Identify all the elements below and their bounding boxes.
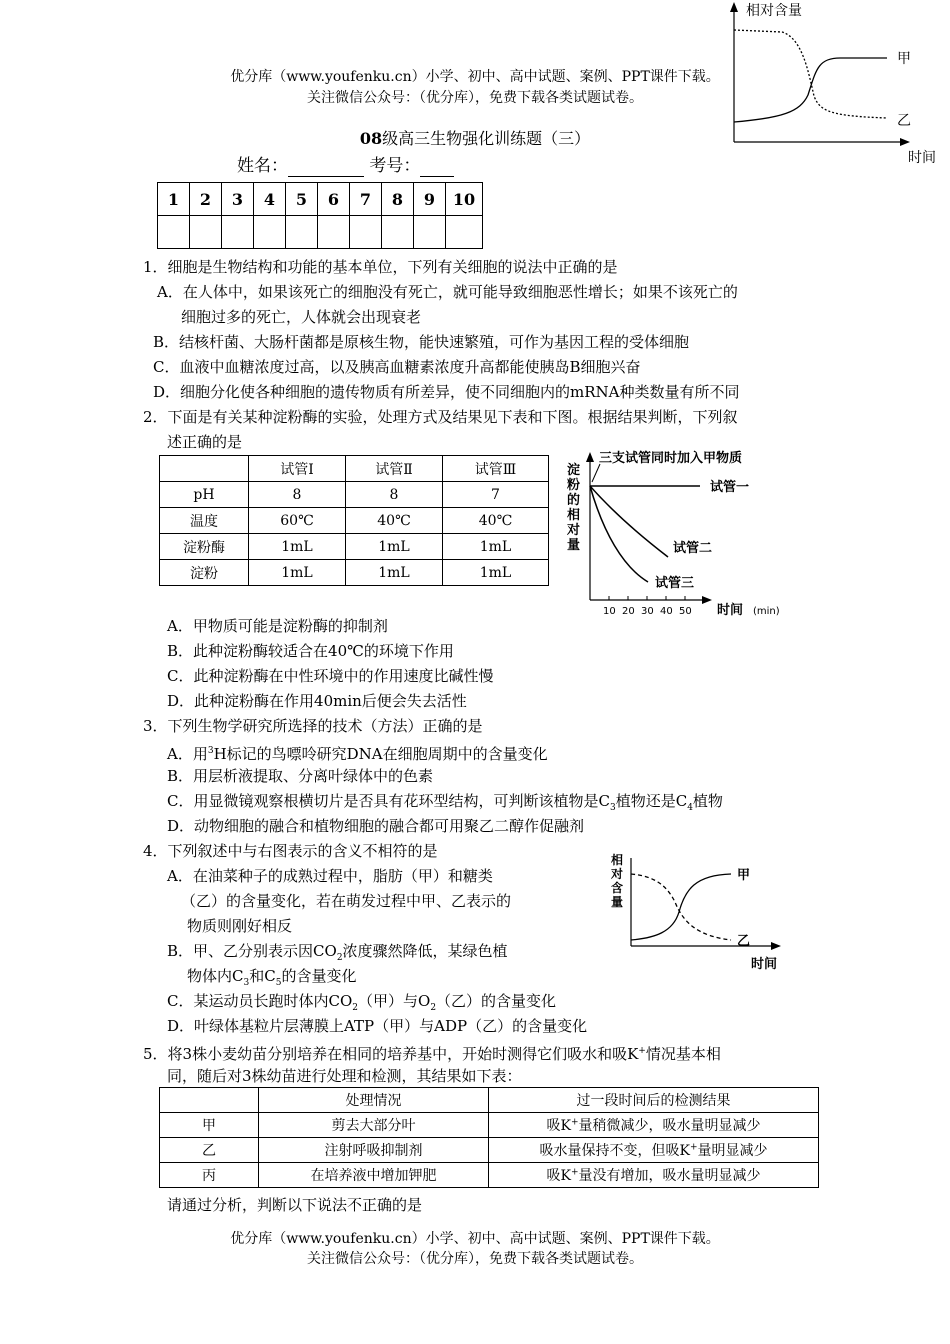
q2-label-tube2: 试管二 xyxy=(673,541,713,556)
q5-res-sup: + xyxy=(570,1117,579,1128)
q4-option-a-cont: 物质则刚好相反 xyxy=(187,917,293,935)
q5-stem-cont: 同，随后对3株幼苗进行处理和检测，其结果如下表： xyxy=(167,1067,522,1085)
q2-table-row xyxy=(160,534,549,560)
q2-header-cell: 试管Ⅲ xyxy=(443,456,549,482)
top-chart-y-arrow xyxy=(730,2,738,12)
q3-c-sub: 4 xyxy=(687,803,693,813)
q4-b-text: 物体内C xyxy=(187,967,244,985)
q4-option-a-cont: （乙）的含量变化，若在萌发过程中甲、乙表示的 xyxy=(181,892,512,910)
q4-stem: 4．下列叙述中与右图表示的含义不相符的是 xyxy=(143,842,438,860)
q2-xtick: 30 xyxy=(641,606,654,617)
q2-table-header xyxy=(160,456,549,482)
q4-chart-x-arrow xyxy=(771,942,781,950)
top-chart-label-yi: 乙 xyxy=(897,113,911,129)
q2-cell: 淀粉 xyxy=(160,560,249,586)
q1-option-d: D．细胞分化使各种细胞的遗传物质有所差异，使不同细胞内的mRNA种类数量有所不同 xyxy=(153,383,740,401)
q2-header-cell: 试管Ⅱ xyxy=(346,456,443,482)
q4-b-text: 浓度骤然降低，某绿色植 xyxy=(342,942,508,960)
q2-table-row xyxy=(160,560,549,586)
q4-c-sub: 2 xyxy=(430,1003,437,1013)
answer-grid-header xyxy=(158,183,483,216)
q1-stem: 1．细胞是生物结构和功能的基本单位，下列有关细胞的说法中正确的是 xyxy=(143,258,618,276)
q1-option-c: C．血液中血糖浓度过高，以及胰高血糖素浓度升高都能使胰岛B细胞兴奋 xyxy=(153,358,641,376)
q4-c-text: （乙）的含量变化 xyxy=(436,992,557,1010)
q5-res-sup: + xyxy=(689,1142,698,1153)
q2-starch-chart xyxy=(563,442,793,620)
q2-option-d: D．此种淀粉酶在作用40min后便会失去活性 xyxy=(167,692,467,710)
q2-cell: 1mL xyxy=(346,534,443,560)
answer-grid-blank-row xyxy=(158,216,483,249)
q3-c-text: 植物还是C xyxy=(615,792,688,810)
q5-header-cell: 过一段时间后的检测结果 xyxy=(489,1088,819,1113)
q2-cell: 60℃ xyxy=(249,508,346,534)
top-chart-ylabel: 相对含量 xyxy=(746,3,802,19)
q4-ylabel-char: 相 xyxy=(611,853,624,867)
q5-res-text: 吸水量保持不变，但吸K xyxy=(539,1143,690,1159)
q2-header-cell xyxy=(160,456,249,482)
q4-b-sub: 2 xyxy=(336,953,343,963)
q4-c-text: （甲）与O xyxy=(358,992,431,1010)
q5-stem xyxy=(143,1039,721,1067)
q5-header-cell: 处理情况 xyxy=(259,1088,489,1113)
q3-a-text: H标记的鸟嘌呤研究DNA在细胞周期中的含量变化 xyxy=(213,745,548,763)
q4-option-a: A．在油菜种子的成熟过程中，脂肪（甲）和糖类 xyxy=(167,867,493,885)
q2-option-c: C．此种淀粉酶在中性环境中的作用速度比碱性慢 xyxy=(167,667,494,685)
q5-stem-sup: + xyxy=(638,1046,646,1056)
q2-cell: 温度 xyxy=(160,508,249,534)
q2-cell: 1mL xyxy=(346,560,443,586)
q5-res-text: 量没有增加，吸水量明显减少 xyxy=(578,1168,761,1184)
q2-label-tube3: 试管三 xyxy=(655,576,695,591)
q2-cell: 1mL xyxy=(443,534,549,560)
q3-option-b: B．用层析液提取、分离叶绿体中的色素 xyxy=(167,767,434,785)
q4-b-text: B．甲、乙分别表示因CO xyxy=(167,942,337,960)
grid-num: 9 xyxy=(414,183,446,216)
answer-cell[interactable] xyxy=(350,216,382,249)
q5-res-text: 吸K xyxy=(546,1168,571,1184)
q2-xtick: 20 xyxy=(622,606,635,617)
q2-cell: 8 xyxy=(249,482,346,508)
q2-label-tube1: 试管一 xyxy=(710,480,750,495)
footer-line-2: 关注微信公众号：（优分库），免费下载各类试题试卷。 xyxy=(307,1251,643,1267)
name-id-line xyxy=(237,151,454,177)
q5-cell: 乙 xyxy=(160,1138,259,1163)
name-blank[interactable] xyxy=(288,156,364,177)
q4-ylabel-char: 含 xyxy=(611,881,624,895)
q4-b-sub: 3 xyxy=(243,978,250,988)
q2-chart-xlabel: 时间 xyxy=(717,603,744,618)
q1-option-a-cont: 细胞过多的死亡，人体就会出现衰老 xyxy=(181,308,422,326)
q2-cell: 40℃ xyxy=(346,508,443,534)
q2-xtick: 50 xyxy=(679,606,692,617)
answer-cell[interactable] xyxy=(286,216,318,249)
q5-cell xyxy=(489,1163,819,1188)
q5-table-row xyxy=(160,1113,819,1138)
q5-cell xyxy=(489,1113,819,1138)
page-title xyxy=(0,126,950,149)
q4-b-text: 和C xyxy=(249,967,276,985)
q5-cell xyxy=(489,1138,819,1163)
top-chart-curve-yi xyxy=(734,30,887,118)
id-blank[interactable] xyxy=(420,156,454,177)
grid-num: 5 xyxy=(286,183,318,216)
title-rest: 级高三生物强化训练题（三） xyxy=(382,129,591,148)
q2-cell: 1mL xyxy=(249,560,346,586)
q3-a-text: A．用 xyxy=(167,745,208,763)
q2-ylabel-char: 淀 xyxy=(567,463,581,478)
q5-res-text: 吸K xyxy=(546,1118,571,1134)
q5-cell: 甲 xyxy=(160,1113,259,1138)
q2-cell: 40℃ xyxy=(443,508,549,534)
q2-table xyxy=(159,455,549,586)
answer-cell[interactable] xyxy=(382,216,414,249)
q2-cell: 1mL xyxy=(249,534,346,560)
q2-ylabel-char: 对 xyxy=(567,523,581,538)
q5-table-row xyxy=(160,1163,819,1188)
q5-header-cell xyxy=(160,1088,259,1113)
q2-chart-y-arrow xyxy=(586,452,594,462)
top-chart-label-jia: 甲 xyxy=(897,51,911,67)
q3-c-text: C．用显微镜观察根横切片是否具有花环型结构，可判断该植物是C xyxy=(167,792,610,810)
answer-cell[interactable] xyxy=(318,216,350,249)
grid-num: 10 xyxy=(446,183,483,216)
q1-option-a: A．在人体中，如果该死亡的细胞没有死亡，就可能导致细胞恶性增长；如果不该死亡的 xyxy=(157,283,738,301)
q2-chart-top-label: 三支试管同时加入甲物质 xyxy=(599,451,743,466)
header-line-2: 关注微信公众号：（优分库），免费下载各类试题试卷。 xyxy=(307,90,643,106)
q2-option-b: B．此种淀粉酶较适合在40℃的环境下作用 xyxy=(167,642,454,660)
answer-cell[interactable] xyxy=(414,216,446,249)
footer-line-1: 优分库（www.youfenku.cn）小学、初中、高中试题、案例、PPT课件下载。 xyxy=(230,1231,720,1247)
q2-cell: 淀粉酶 xyxy=(160,534,249,560)
q4-c-text: C．某运动员长跑时体内CO xyxy=(167,992,353,1010)
answer-cell[interactable] xyxy=(222,216,254,249)
q4-content-chart xyxy=(605,850,795,975)
q2-ylabel-char: 量 xyxy=(567,538,581,553)
title-bold: 08 xyxy=(359,129,383,148)
q5-res-text: 量明显减少 xyxy=(697,1143,768,1159)
q5-table-header xyxy=(160,1088,819,1113)
q4-label-jia: 甲 xyxy=(737,868,751,883)
answer-grid xyxy=(157,182,483,249)
q2-table-row xyxy=(160,482,549,508)
q2-cell: 7 xyxy=(443,482,549,508)
q5-res-text: 量稍微减少，吸水量明显减少 xyxy=(578,1118,761,1134)
q2-stem-cont: 述正确的是 xyxy=(167,433,243,451)
q2-cell: 8 xyxy=(346,482,443,508)
q2-xtick: 40 xyxy=(660,606,673,617)
answer-cell[interactable] xyxy=(254,216,286,249)
q3-a-sup: 3 xyxy=(207,746,214,756)
q2-ylabel-char: 粉 xyxy=(567,478,581,493)
q4-option-d: D．叶绿体基粒片层薄膜上ATP（甲）与ADP（乙）的含量变化 xyxy=(167,1017,588,1035)
q3-stem: 3．下列生物学研究所选择的技术（方法）正确的是 xyxy=(143,717,483,735)
header-line-1: 优分库（www.youfenku.cn）小学、初中、高中试题、案例、PPT课件下载。 xyxy=(230,69,720,85)
q4-b-text: 的含量变化 xyxy=(281,967,357,985)
top-chart-xlabel: 时间 xyxy=(908,150,936,166)
q2-ylabel-char: 的 xyxy=(567,493,581,508)
q4-c-sub: 2 xyxy=(352,1003,358,1013)
q2-chart-ylabel xyxy=(566,462,580,553)
q5-cell: 注射呼吸抑制剂 xyxy=(259,1138,489,1163)
name-label: 姓名： xyxy=(237,156,288,176)
q5-cell: 在培养液中增加钾肥 xyxy=(259,1163,489,1188)
q2-xtick: 10 xyxy=(603,606,616,617)
q2-ylabel-char: 相 xyxy=(567,508,581,523)
top-chart-curve-jia xyxy=(734,58,887,122)
q2-cell: pH xyxy=(160,482,249,508)
q3-c-text: 植物 xyxy=(692,792,723,810)
q5-stem-text: 情况基本相 xyxy=(645,1045,721,1063)
q2-header-cell: 试管Ⅰ xyxy=(249,456,346,482)
answer-cell[interactable] xyxy=(190,216,222,249)
q4-chart-curve-jia xyxy=(631,874,731,940)
q5-cell: 剪去大部分叶 xyxy=(259,1113,489,1138)
q5-res-sup: + xyxy=(570,1167,579,1178)
q4-chart-ylabel xyxy=(610,852,623,909)
answer-cell[interactable] xyxy=(446,216,483,249)
q2-chart-xtick-labels xyxy=(603,606,692,617)
q5-table-row xyxy=(160,1138,819,1163)
q3-option-a xyxy=(167,739,548,767)
q2-chart-xunit: (min) xyxy=(753,606,780,617)
q5-cell: 丙 xyxy=(160,1163,259,1188)
grid-num: 4 xyxy=(254,183,286,216)
answer-cell[interactable] xyxy=(158,216,190,249)
q2-chart-pointer xyxy=(592,464,600,482)
q4-b-sub: 5 xyxy=(275,978,282,988)
q2-table-row xyxy=(160,508,549,534)
q2-stem: 2．下面是有关某种淀粉酶的实验，处理方式及结果见下表和下图。根据结果判断，下列叙 xyxy=(143,408,738,426)
q5-table xyxy=(159,1087,819,1188)
q2-cell: 1mL xyxy=(443,560,549,586)
grid-num: 2 xyxy=(190,183,222,216)
grid-num: 1 xyxy=(158,183,190,216)
grid-num: 7 xyxy=(350,183,382,216)
grid-num: 8 xyxy=(382,183,414,216)
q3-option-d: D．动物细胞的融合和植物细胞的融合都可用聚乙二醇作促融剂 xyxy=(167,817,585,835)
q1-option-b: B．结核杆菌、大肠杆菌都是原核生物，能快速繁殖，可作为基因工程的受体细胞 xyxy=(153,333,690,351)
grid-num: 6 xyxy=(318,183,350,216)
q3-c-sub: 3 xyxy=(609,803,616,813)
q4-label-yi: 乙 xyxy=(737,934,751,949)
q2-option-a: A．甲物质可能是淀粉酶的抑制剂 xyxy=(167,617,388,635)
q4-ylabel-char: 量 xyxy=(611,895,624,909)
grid-num: 3 xyxy=(222,183,254,216)
q2-chart-x-arrow xyxy=(702,596,712,604)
q5-after: 请通过分析，判断以下说法不正确的是 xyxy=(167,1196,423,1214)
q5-stem-text: 5．将3株小麦幼苗分别培养在相同的培养基中，开始时测得它们吸水和吸K xyxy=(143,1045,639,1063)
q4-chart-xlabel: 时间 xyxy=(751,957,778,972)
q4-ylabel-char: 对 xyxy=(611,867,624,881)
id-label: 考号： xyxy=(369,156,421,176)
